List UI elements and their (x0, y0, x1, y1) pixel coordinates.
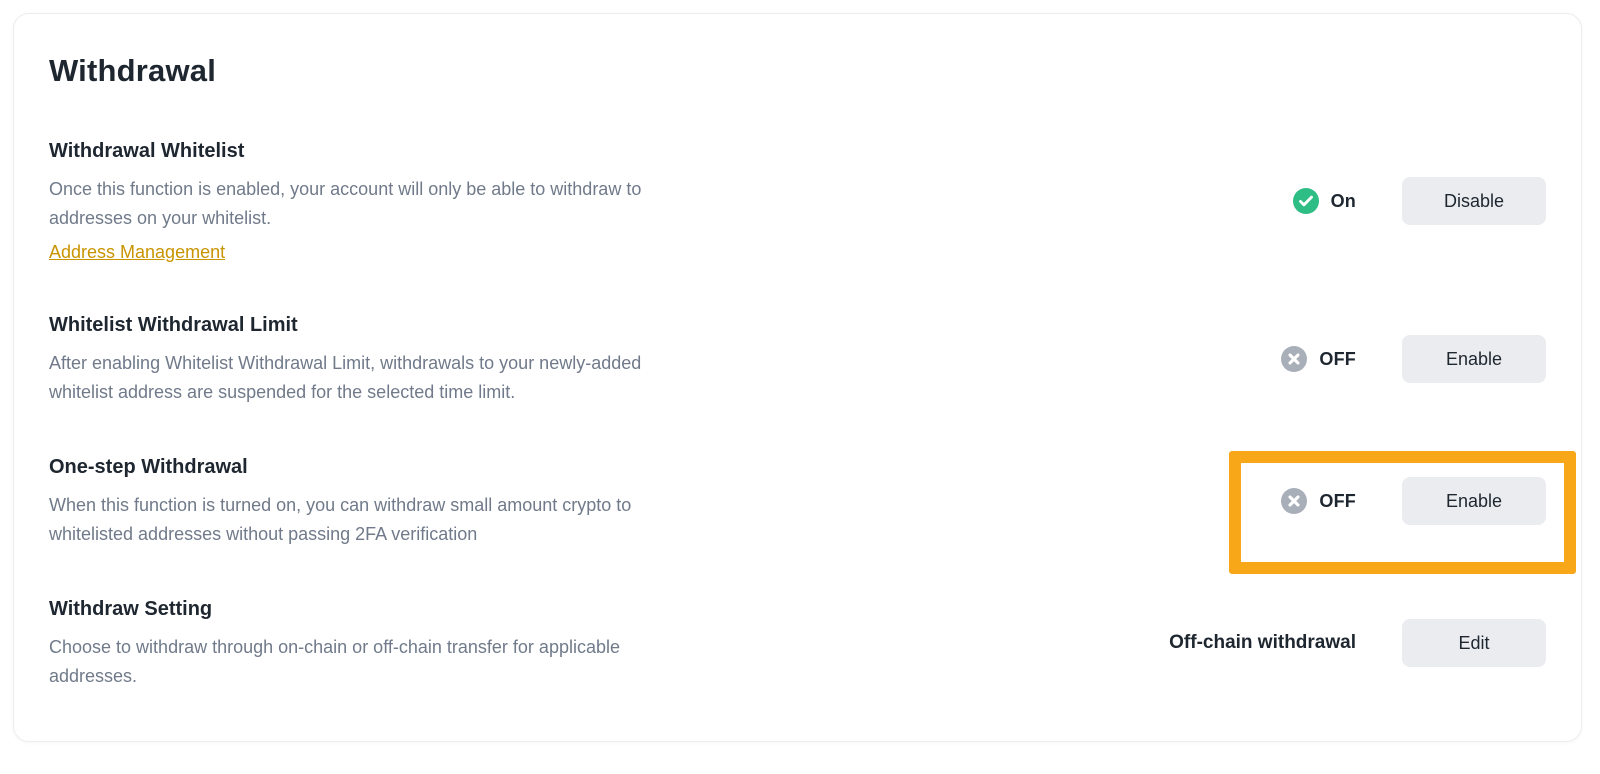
page-title: Withdrawal (49, 53, 217, 88)
section-heading: Withdraw Setting (49, 598, 213, 620)
enable-button[interactable]: Enable (1402, 477, 1546, 525)
description-line: Once this function is enabled, your account will only be able to withdraw to (49, 179, 642, 199)
section-whitelist-withdrawal-limit (49, 311, 1546, 407)
status-indicator (1293, 188, 1356, 214)
description-line: addresses on your whitelist. (49, 208, 272, 228)
section-heading: One-step Withdrawal (49, 456, 248, 478)
address-management-link[interactable]: Address Management (49, 242, 226, 262)
description-line: whitelisted addresses without passing 2FA verification (49, 524, 478, 544)
x-circle-icon (1281, 346, 1307, 372)
description-line: whitelist address are suspended for the selected time limit. (49, 382, 516, 402)
section-heading: Whitelist Withdrawal Limit (49, 314, 298, 336)
description-line: When this function is turned on, you can withdraw small amount crypto to (49, 495, 632, 515)
section-description (49, 491, 631, 549)
description-line: After enabling Whitelist Withdrawal Limit, withdrawals to your newly-added (49, 353, 642, 373)
tutorial-highlight-box (1229, 451, 1576, 574)
enable-button[interactable]: Enable (1402, 335, 1546, 383)
section-text-block (49, 595, 620, 691)
section-description (49, 175, 641, 233)
section-controls (1293, 177, 1546, 225)
withdraw-setting-value: Off-chain withdrawal (1169, 632, 1356, 653)
section-controls (1169, 619, 1546, 667)
section-heading: Withdrawal Whitelist (49, 140, 245, 162)
status-label: On (1330, 190, 1356, 211)
withdrawal-settings-card (13, 13, 1582, 742)
status-indicator (1281, 346, 1356, 372)
status-label: OFF (1319, 490, 1356, 511)
section-text-block (49, 137, 641, 265)
section-text-block (49, 453, 631, 549)
description-line: Choose to withdraw through on-chain or off-chain transfer for applicable (49, 637, 620, 657)
description-line: addresses. (49, 666, 138, 686)
section-description (49, 349, 641, 407)
status-indicator (1281, 488, 1356, 514)
edit-button[interactable]: Edit (1402, 619, 1546, 667)
section-text-block (49, 311, 641, 407)
status-label: OFF (1319, 348, 1356, 369)
section-withdrawal-whitelist (49, 137, 1546, 265)
section-withdraw-setting (49, 595, 1546, 691)
x-circle-icon (1281, 488, 1307, 514)
disable-button[interactable]: Disable (1402, 177, 1546, 225)
section-description (49, 633, 620, 691)
section-controls (1281, 335, 1546, 383)
check-circle-icon (1293, 188, 1319, 214)
section-one-step-withdrawal (49, 453, 1546, 549)
